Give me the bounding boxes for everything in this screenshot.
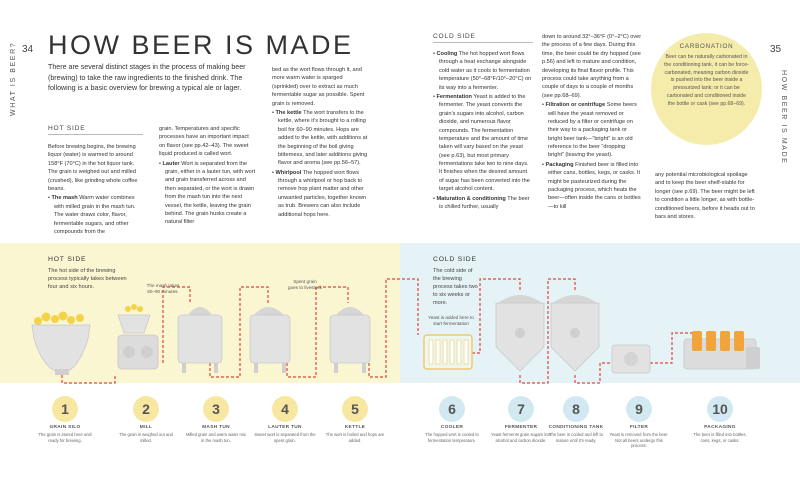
vessel-dome <box>498 295 542 303</box>
bullet-text: The hot hopped wort flows through a heat exchange alongside cold water as it cools to fermentation temperature (50°–68°F/10°–20°C) on its way into a fermenter. <box>439 51 532 91</box>
bullet-cooling: • Cooling The hot hopped wort flows through a heat exchange alongside cold water as it cools to fermentation temperature (50°–68°F/10°–20°C) on its way into a fermenter. <box>433 51 532 91</box>
step-number: 10 <box>707 396 733 422</box>
vessel-leg <box>182 363 186 373</box>
step-number: 1 <box>52 396 78 422</box>
vessel-leg <box>254 363 258 373</box>
bullet-kettle: • The kettle The wort transfers to the kettle, where it’s brought to a rolling boil for 60–90 minutes. Hops are added to the kettle, with additions at the beginning of the boil giving bitterness, and later additions giving flavor and aroma (see pp.56–57). <box>272 109 368 167</box>
mill-illustration <box>118 304 158 369</box>
mash-note: The mash takes 60–90 minutes. <box>146 283 180 295</box>
grain <box>59 312 68 321</box>
bullet-lauter: • Lauter Wort is separated from the grain, either in a lauter tun, with wort and grain transferred across and then separated, or the wort is drawn from the mash tun into the next vessel, the kettle, leaving the grain behind. The grain husks create a natural filter <box>159 160 256 226</box>
bullet-text: The beer is chilled further, usually <box>439 195 530 211</box>
vessel-body <box>330 315 370 363</box>
paragraph: any potential microbiological spoilage and to keep the beer shelf-stable for longer (see p.69). The beer might be left to condition a little longer, as with bottle-conditioned beers, before it heads out to bars and stores. <box>655 172 755 220</box>
silo-hopper <box>32 325 90 373</box>
grain <box>67 316 75 324</box>
step-number: 3 <box>203 396 229 422</box>
diagram-hot-desc: The hot side of the brewing process typically takes between four and six hours. <box>48 268 127 291</box>
hot-side-heading: HOT SIDE <box>48 125 143 135</box>
filter-dial <box>624 352 638 366</box>
paragraph: grain. Temperatures and specific processes have an important impact on flavor (see pp.42–43). The sweet liquid produced is called wort. <box>159 126 249 158</box>
bullet-label: Filtration or centrifuge <box>545 102 606 109</box>
chapter-tab-left: WHAT IS BEER? <box>10 41 17 116</box>
cooler-plate <box>429 340 433 364</box>
step-name: MASH TUN <box>202 425 230 430</box>
cooler-illustration <box>424 335 472 369</box>
grain <box>131 304 137 310</box>
mash-tun-illustration <box>178 307 222 373</box>
page-number-left: 34 <box>22 44 34 55</box>
cold-side-heading: COLD SIDE <box>433 33 533 43</box>
spent-grain-note: Spent grain goes to livestock <box>288 279 322 291</box>
yeast-note: Yeast is added here to start fermentation <box>428 315 474 327</box>
step-desc: Milled grain and warm water mix in the mash tun. <box>185 432 247 443</box>
step-desc: The beer is cooled and left to mature until it’s ready. <box>548 432 603 443</box>
callout-heading: CARBONATION <box>679 43 734 50</box>
step-desc: The wort is boiled and hops are added. <box>325 432 385 443</box>
vessel-dome <box>336 307 364 315</box>
bullet-text: Some beers will have the yeast removed or reduced by a filter or centrifuge on their way to a packaging tank or bright beer tank—“bright” is an old reference to the beer “dropping bright” (leaving the yeast). <box>548 102 637 159</box>
grain <box>51 315 59 323</box>
vessel-leg <box>214 363 218 373</box>
step-number: 8 <box>563 396 589 422</box>
grain <box>42 313 51 322</box>
bullet-maturation: • Maturation & conditioning The beer is chilled further, usually <box>433 195 530 211</box>
packaging-illustration <box>684 331 760 369</box>
bullet-label: Lauter <box>162 160 180 167</box>
cooler-plate <box>457 340 461 364</box>
paragraph: bed as the wort flows through it, and more warm water is sparged (sprinkled) over to extract as much fermentable sugar as possible. Spent grain is removed. <box>272 67 365 107</box>
vessel-dome <box>553 295 597 303</box>
cooler-plate <box>464 340 468 364</box>
step-name: GRAIN SILO <box>49 425 81 430</box>
vessel-leg <box>334 363 338 373</box>
diagram-hot-heading: HOT SIDE <box>48 256 87 263</box>
bullet-text: The hopped wort flows through a whirlpool or hop back to remove hop plant matter and other unwanted particles, together known as trub. Brewers can also include additional hops here. <box>278 169 367 218</box>
bullet-text: Wort is separated from the grain, either in a lauter tun, with wort and grain transferred across and then separated, or the wort is drawn from the mash tun into the next vessel, the kettle, leaving the grain behind. The grain husks create a natural filter <box>165 160 256 226</box>
lauter-tun-illustration <box>250 307 290 373</box>
vessel-leg <box>282 363 286 373</box>
pipe <box>369 279 418 377</box>
pipe <box>62 375 115 383</box>
grain-silo-illustration <box>32 312 90 376</box>
text-column-2 <box>159 125 256 239</box>
bullet-text: The wort transfers to the kettle, where it’s brought to a rolling boil for 60–90 minutes. Hops are added to the kettle, with additions at the beginning of the boil giving bitterness, and later additions giving flavor and aroma (see pp.56–57). <box>278 109 368 167</box>
vessel-leg <box>362 363 366 373</box>
kettle-illustration <box>330 307 370 373</box>
bottle <box>692 331 702 351</box>
step-name: FILTER <box>629 425 649 430</box>
mill-hopper <box>118 315 150 333</box>
bullet-label: Maturation & conditioning <box>436 195 506 202</box>
bullet-fermentation: • Fermentation Yeast is added to the fermenter. The yeast converts the grain’s sugars into alcohol, carbon dioxide, and numerous flavor compounds. The fermentation temperature and the amount of time taken will vary based on the yeast (see p.63), but most primary fermentations take two to nine days. It finishes when the desired amount of sugar has been converted into the target alcohol content. <box>433 93 530 193</box>
bullet-text: Yeast is added to the fermenter. The yeast converts the grain’s sugars into alcohol, carbon dioxide, and numerous flavor compounds. The fermentation temperature and the amount of time taken will vary based on the yeast (see p.63), but most primary fermentations take two to nine days. It finishes when the desired amount of sugar has been converted into the target alcohol content. <box>439 93 530 193</box>
paragraph: Before brewing begins, the brewing liquor (water) is warmed to around 158°F (70°C) in the hot liquor tank. The grain is weighed out and milled (crushed), like grinding whole coffee beans. <box>48 144 138 192</box>
step-name: LAUTER TUN <box>268 425 302 430</box>
vessel-dome <box>188 307 212 315</box>
step-name: COOLER <box>440 425 464 430</box>
grain <box>125 306 131 312</box>
fermenter-illustration <box>496 295 544 371</box>
step-desc: Sweet wort is separated from the spent grain. <box>254 432 316 443</box>
step-desc: Yeast ferments grain sugars into alcohol and carbon dioxide. <box>491 432 551 443</box>
grain <box>34 317 42 325</box>
grain <box>137 306 143 312</box>
cooler-plate <box>443 340 447 364</box>
text-column-3 <box>272 66 370 239</box>
chapter-tab-right: HOW BEER IS MADE <box>780 70 787 165</box>
text-column-4 <box>433 50 533 239</box>
vessel-body <box>250 315 290 363</box>
brewing-process-diagram <box>0 243 800 393</box>
step-name: PACKAGING <box>704 425 736 430</box>
bullet-label: The mash <box>51 195 78 202</box>
bullet-text: Warm water combines with milled grain in the mash tun. The water draws color, flavor, fermentable sugars, and other compounds from the <box>54 195 136 235</box>
bullet-packaging: • Packaging Finished beer is filled into either cans, bottles, kegs, or casks. It might be pasteurized during the packaging process, which heats the beer—often inside the cans or bottles—to kill <box>542 161 641 210</box>
vessel-dome <box>254 307 284 315</box>
paragraph: down to around 32°–36°F (0°–2°C) over the process of a few days. During this time, the beer could be dry hopped (see p.56) and left to mature and condition, developing its final flavor profile. This process could take anything from a couple of days to a couple of months (see pp.68–69). <box>542 34 642 99</box>
step-name: KETTLE <box>344 425 366 430</box>
silo-outlet <box>55 369 69 375</box>
step-name: CONDITIONING TANK <box>548 425 604 430</box>
step-number: 4 <box>272 396 298 422</box>
step-name: FERMENTER <box>504 425 538 430</box>
cooler-plate <box>450 340 454 364</box>
bullet-label: Whirlpool <box>275 169 302 176</box>
step-desc: The beer is filled into bottles, cans, kegs, or casks. <box>693 432 747 443</box>
diagram-cold-heading: COLD SIDE <box>433 256 477 263</box>
text-column-1 <box>48 143 145 239</box>
bullet-whirlpool: • Whirlpool The hopped wort flows through a whirlpool or hop back to remove hop plant matter and other unwanted particles, together known as trub. Brewers can also include additional hops here. <box>272 169 367 218</box>
bullet-label: The kettle <box>275 109 302 116</box>
bottle <box>720 331 730 351</box>
bullet-label: Fermentation <box>436 93 472 100</box>
step-number: 2 <box>133 396 159 422</box>
step-number: 6 <box>439 396 465 422</box>
mill-roller <box>123 346 135 358</box>
step-name: MILL <box>139 425 153 430</box>
step-desc: The hopped wort is cooled to fermentation temperature. <box>425 432 479 443</box>
bottle <box>734 331 744 351</box>
step-number: 7 <box>508 396 534 422</box>
keg <box>746 347 760 369</box>
bullet-mash: • The mash Warm water combines with milled grain in the mash tun. The water draws color, flavor, fermentable sugars, and other compounds from the <box>48 195 136 235</box>
diagram-cold-desc: The cold side of the brewing process takes two to six weeks or more. <box>433 268 478 307</box>
text-column-5 <box>542 33 642 239</box>
bullet-filtration: • Filtration or centrifuge Some beers will have the yeast removed or reduced by a filter or centrifuge on their way to a packaging tank or bright beer tank—“bright” is an old reference to the beer “dropping bright” (leaving the yeast). <box>542 102 637 159</box>
cooler-plate <box>436 340 440 364</box>
intro-paragraph: There are several distinct stages in the process of making beer (brewing) to take the raw ingredients to the finished drink. The following is a basic overview for brewing a typical ale or lager. <box>48 63 246 93</box>
filter-illustration <box>612 345 650 373</box>
text-column-6 <box>655 171 758 239</box>
bullet-text: Finished beer is filled into either cans, bottles, kegs, or casks. It might be pasteurized during the packaging process, which heats the beer—often inside the cans or bottles—to kill <box>548 161 641 210</box>
page-title: HOW BEER IS MADE <box>48 30 354 60</box>
step-number: 5 <box>342 396 368 422</box>
step-desc: The grain is weighed out and milled. <box>119 432 173 443</box>
conditioning-tank-illustration <box>551 295 599 371</box>
vessel-body <box>178 315 222 363</box>
vessel-port <box>515 328 525 338</box>
step-desc: Yeast is removed from the beer. Not all beers undergo this process. <box>609 432 669 449</box>
mill-roller <box>141 346 153 358</box>
step-number: 9 <box>626 396 652 422</box>
grain <box>76 314 84 322</box>
carbonation-callout <box>651 33 762 145</box>
bullet-label: Packaging <box>545 161 574 168</box>
bottle <box>706 331 716 351</box>
callout-body: Beer can be naturally carbonated in the conditioning tank, it can be force-carbonated, meaning carbon dioxide is pushed into the beer inside a pressurized tank; or it can be carbonated and conditioned inside the bottle or cask (see pp.68–69). <box>664 54 749 107</box>
bullet-label: Cooling <box>436 51 458 57</box>
step-desc: The grain is stored here until ready for brewing. <box>38 432 92 443</box>
vessel-port <box>570 328 580 338</box>
page-number-right: 35 <box>770 44 782 55</box>
